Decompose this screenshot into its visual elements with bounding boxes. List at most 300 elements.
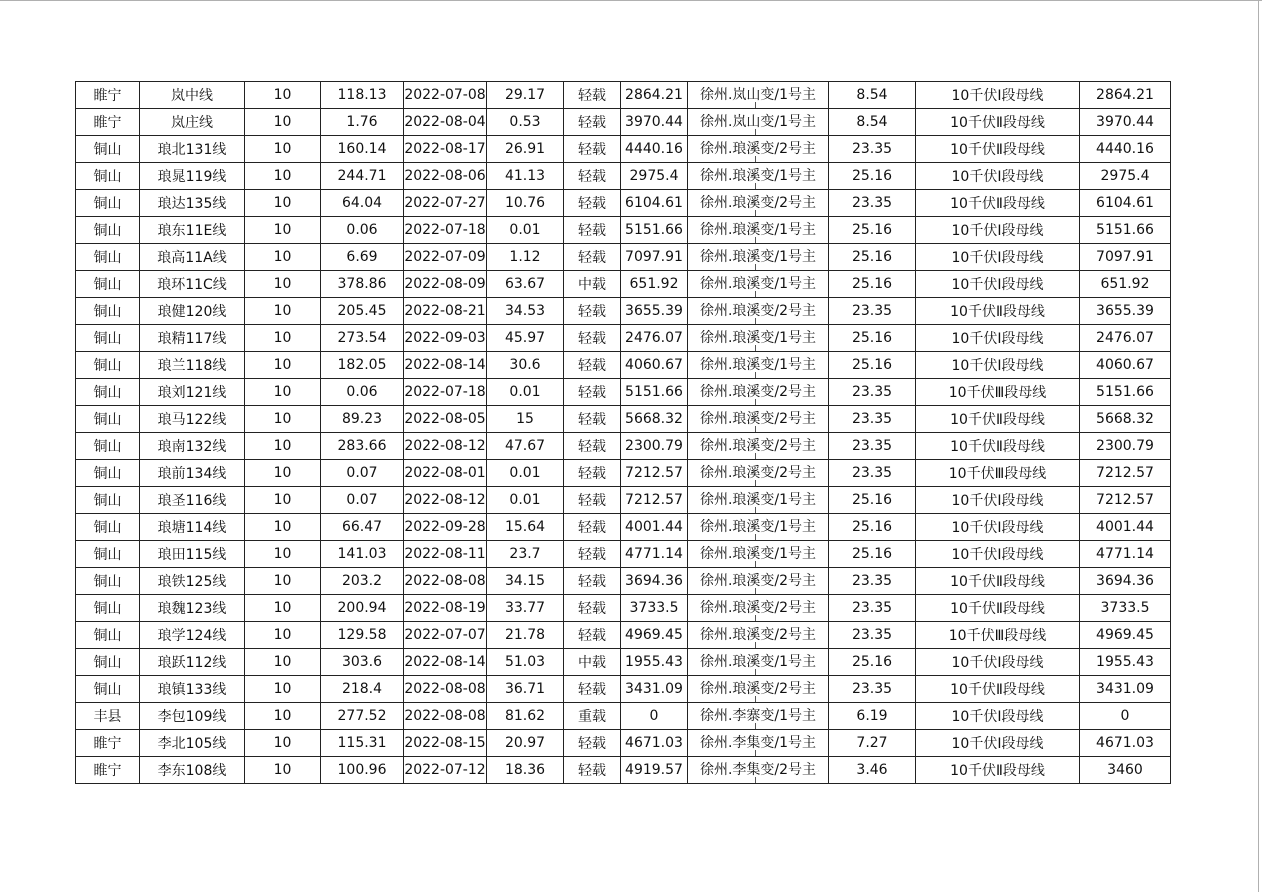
- line-name-cell: 琅精117线: [140, 325, 245, 352]
- bus-section-cell: 10千伏Ⅰ段母线: [916, 541, 1080, 568]
- max-load-cell: 6.69: [321, 244, 404, 271]
- load-rate-cell: 21.78: [487, 622, 564, 649]
- clipped-text-overflow: [688, 345, 828, 351]
- county-cell: 铜山: [76, 136, 140, 163]
- table-row: [76, 298, 1171, 325]
- voltage-cell: 10: [245, 136, 321, 163]
- substation-transformer-text: 徐州.琅溪变/2号主: [699, 465, 817, 481]
- load-status-cell: 轻载: [564, 433, 621, 460]
- load-rate-cell: 0.01: [487, 460, 564, 487]
- line-name-cell: 琅镇133线: [140, 676, 245, 703]
- date-cell: 2022-07-09: [404, 244, 487, 271]
- load-status-cell: 轻载: [564, 352, 621, 379]
- max-load-cell: 66.47: [321, 514, 404, 541]
- available-capacity-cell: 3694.36: [621, 568, 688, 595]
- substation-transformer-cell: [688, 541, 829, 568]
- transformer-load-rate-cell: 23.35: [829, 460, 916, 487]
- line-name-cell: 琅晁119线: [140, 163, 245, 190]
- load-rate-cell: 0.01: [487, 379, 564, 406]
- clipped-text-overflow: [688, 210, 828, 216]
- max-load-cell: 0.07: [321, 460, 404, 487]
- max-load-cell: 118.13: [321, 82, 404, 109]
- date-cell: 2022-08-17: [404, 136, 487, 163]
- load-status-cell: 中载: [564, 271, 621, 298]
- table-row: [76, 109, 1171, 136]
- load-status-cell: 轻载: [564, 163, 621, 190]
- clipped-text-overflow: [688, 669, 828, 675]
- line-name-cell: 琅健120线: [140, 298, 245, 325]
- available-capacity-cell: 2476.07: [621, 325, 688, 352]
- load-status-cell: 轻载: [564, 757, 621, 784]
- substation-transformer-text: 徐州.琅溪变/1号主: [699, 519, 817, 535]
- substation-transformer-text: 徐州.李寨变/1号主: [699, 708, 817, 724]
- capacity-cell: 3733.5: [1080, 595, 1171, 622]
- max-load-cell: 205.45: [321, 298, 404, 325]
- transformer-load-rate-cell: 25.16: [829, 487, 916, 514]
- load-rate-cell: 0.01: [487, 217, 564, 244]
- load-rate-cell: 26.91: [487, 136, 564, 163]
- substation-transformer-text: 徐州.琅溪变/2号主: [699, 303, 817, 319]
- voltage-cell: 10: [245, 217, 321, 244]
- date-cell: 2022-08-21: [404, 298, 487, 325]
- page-right-border: [1258, 0, 1259, 892]
- table-row: [76, 325, 1171, 352]
- line-name-cell: 琅跃112线: [140, 649, 245, 676]
- capacity-cell: 4440.16: [1080, 136, 1171, 163]
- clipped-text-overflow: [688, 453, 828, 459]
- county-cell: 铜山: [76, 541, 140, 568]
- clipped-text-overflow: [688, 237, 828, 243]
- substation-transformer-cell: [688, 406, 829, 433]
- substation-transformer-text: 徐州.琅溪变/2号主: [699, 141, 817, 157]
- clipped-text-overflow: [688, 156, 828, 162]
- voltage-cell: 10: [245, 190, 321, 217]
- load-status-cell: 轻载: [564, 514, 621, 541]
- transformer-load-rate-cell: 23.35: [829, 595, 916, 622]
- voltage-cell: 10: [245, 460, 321, 487]
- date-cell: 2022-08-09: [404, 271, 487, 298]
- bus-section-cell: 10千伏Ⅰ段母线: [916, 703, 1080, 730]
- county-cell: 铜山: [76, 487, 140, 514]
- line-name-cell: 琅东11E线: [140, 217, 245, 244]
- transformer-load-rate-cell: 25.16: [829, 244, 916, 271]
- capacity-cell: 4969.45: [1080, 622, 1171, 649]
- line-name-cell: 李包109线: [140, 703, 245, 730]
- available-capacity-cell: 5151.66: [621, 379, 688, 406]
- clipped-text-overflow: [688, 129, 828, 135]
- voltage-cell: 10: [245, 163, 321, 190]
- voltage-cell: 10: [245, 730, 321, 757]
- clipped-text-overflow: [688, 480, 828, 486]
- load-rate-cell: 47.67: [487, 433, 564, 460]
- substation-transformer-cell: [688, 622, 829, 649]
- max-load-cell: 277.52: [321, 703, 404, 730]
- available-capacity-cell: 0: [621, 703, 688, 730]
- bus-section-cell: 10千伏Ⅰ段母线: [916, 514, 1080, 541]
- county-cell: 铜山: [76, 433, 140, 460]
- substation-transformer-cell: [688, 676, 829, 703]
- feeder-load-table: [75, 81, 1171, 784]
- county-cell: 铜山: [76, 271, 140, 298]
- max-load-cell: 129.58: [321, 622, 404, 649]
- voltage-cell: 10: [245, 757, 321, 784]
- line-name-cell: 琅圣116线: [140, 487, 245, 514]
- county-cell: 铜山: [76, 649, 140, 676]
- load-status-cell: 轻载: [564, 379, 621, 406]
- substation-transformer-cell: [688, 433, 829, 460]
- substation-transformer-cell: [688, 379, 829, 406]
- load-rate-cell: 10.76: [487, 190, 564, 217]
- transformer-load-rate-cell: 23.35: [829, 190, 916, 217]
- table-row: [76, 352, 1171, 379]
- load-status-cell: 轻载: [564, 541, 621, 568]
- county-cell: 铜山: [76, 244, 140, 271]
- county-cell: 铜山: [76, 568, 140, 595]
- bus-section-cell: 10千伏Ⅰ段母线: [916, 217, 1080, 244]
- capacity-cell: 3431.09: [1080, 676, 1171, 703]
- available-capacity-cell: 7097.91: [621, 244, 688, 271]
- substation-transformer-text: 徐州.琅溪变/1号主: [699, 546, 817, 562]
- load-rate-cell: 1.12: [487, 244, 564, 271]
- max-load-cell: 0.06: [321, 217, 404, 244]
- voltage-cell: 10: [245, 514, 321, 541]
- load-rate-cell: 36.71: [487, 676, 564, 703]
- county-cell: 睢宁: [76, 109, 140, 136]
- substation-transformer-text: 徐州.琅溪变/1号主: [699, 168, 817, 184]
- capacity-cell: 2864.21: [1080, 82, 1171, 109]
- load-rate-cell: 30.6: [487, 352, 564, 379]
- transformer-load-rate-cell: 3.46: [829, 757, 916, 784]
- bus-section-cell: 10千伏Ⅰ段母线: [916, 163, 1080, 190]
- date-cell: 2022-08-08: [404, 568, 487, 595]
- load-status-cell: 轻载: [564, 109, 621, 136]
- load-rate-cell: 63.67: [487, 271, 564, 298]
- available-capacity-cell: 4969.45: [621, 622, 688, 649]
- clipped-text-overflow: [688, 183, 828, 189]
- county-cell: 铜山: [76, 217, 140, 244]
- county-cell: 铜山: [76, 379, 140, 406]
- max-load-cell: 115.31: [321, 730, 404, 757]
- clipped-text-overflow: [688, 723, 828, 729]
- capacity-cell: 2975.4: [1080, 163, 1171, 190]
- substation-transformer-text: 徐州.琅溪变/1号主: [699, 654, 817, 670]
- capacity-cell: 7097.91: [1080, 244, 1171, 271]
- table-row: [76, 487, 1171, 514]
- voltage-cell: 10: [245, 676, 321, 703]
- voltage-cell: 10: [245, 271, 321, 298]
- substation-transformer-text: 徐州.琅溪变/2号主: [699, 195, 817, 211]
- county-cell: 铜山: [76, 595, 140, 622]
- capacity-cell: 4771.14: [1080, 541, 1171, 568]
- available-capacity-cell: 6104.61: [621, 190, 688, 217]
- load-status-cell: 轻载: [564, 406, 621, 433]
- county-cell: 睢宁: [76, 757, 140, 784]
- table-row: [76, 622, 1171, 649]
- table-row: [76, 514, 1171, 541]
- substation-transformer-cell: [688, 730, 829, 757]
- load-rate-cell: 18.36: [487, 757, 564, 784]
- substation-transformer-text: 徐州.李集变/2号主: [699, 762, 817, 778]
- table-row: [76, 271, 1171, 298]
- substation-transformer-cell: [688, 352, 829, 379]
- clipped-text-overflow: [688, 588, 828, 594]
- clipped-text-overflow: [688, 318, 828, 324]
- line-name-cell: 琅南132线: [140, 433, 245, 460]
- substation-transformer-text: 徐州.琅溪变/1号主: [699, 276, 817, 292]
- clipped-text-overflow: [688, 696, 828, 702]
- substation-transformer-cell: [688, 271, 829, 298]
- clipped-text-overflow: [688, 399, 828, 405]
- max-load-cell: 273.54: [321, 325, 404, 352]
- available-capacity-cell: 2864.21: [621, 82, 688, 109]
- clipped-text-overflow: [688, 561, 828, 567]
- load-rate-cell: 29.17: [487, 82, 564, 109]
- date-cell: 2022-07-12: [404, 757, 487, 784]
- capacity-cell: 4671.03: [1080, 730, 1171, 757]
- date-cell: 2022-08-11: [404, 541, 487, 568]
- table-row: [76, 163, 1171, 190]
- line-name-cell: 琅兰118线: [140, 352, 245, 379]
- transformer-load-rate-cell: 25.16: [829, 163, 916, 190]
- capacity-cell: 3655.39: [1080, 298, 1171, 325]
- clipped-text-overflow: [688, 750, 828, 756]
- substation-transformer-cell: [688, 568, 829, 595]
- load-rate-cell: 34.53: [487, 298, 564, 325]
- max-load-cell: 0.07: [321, 487, 404, 514]
- max-load-cell: 0.06: [321, 379, 404, 406]
- max-load-cell: 100.96: [321, 757, 404, 784]
- load-rate-cell: 15: [487, 406, 564, 433]
- bus-section-cell: 10千伏Ⅲ段母线: [916, 460, 1080, 487]
- load-rate-cell: 20.97: [487, 730, 564, 757]
- line-name-cell: 琅刘121线: [140, 379, 245, 406]
- available-capacity-cell: 3431.09: [621, 676, 688, 703]
- date-cell: 2022-08-05: [404, 406, 487, 433]
- line-name-cell: 琅马122线: [140, 406, 245, 433]
- voltage-cell: 10: [245, 298, 321, 325]
- available-capacity-cell: 5668.32: [621, 406, 688, 433]
- max-load-cell: 203.2: [321, 568, 404, 595]
- bus-section-cell: 10千伏Ⅱ段母线: [916, 109, 1080, 136]
- table-row: [76, 730, 1171, 757]
- max-load-cell: 303.6: [321, 649, 404, 676]
- load-status-cell: 轻载: [564, 298, 621, 325]
- substation-transformer-cell: [688, 487, 829, 514]
- available-capacity-cell: 7212.57: [621, 487, 688, 514]
- substation-transformer-cell: [688, 325, 829, 352]
- date-cell: 2022-09-28: [404, 514, 487, 541]
- bus-section-cell: 10千伏Ⅱ段母线: [916, 757, 1080, 784]
- substation-transformer-cell: [688, 163, 829, 190]
- capacity-cell: 3460: [1080, 757, 1171, 784]
- load-rate-cell: 15.64: [487, 514, 564, 541]
- bus-section-cell: 10千伏Ⅰ段母线: [916, 352, 1080, 379]
- date-cell: 2022-08-04: [404, 109, 487, 136]
- line-name-cell: 琅塘114线: [140, 514, 245, 541]
- substation-transformer-text: 徐州.琅溪变/2号主: [699, 573, 817, 589]
- substation-transformer-text: 徐州.琅溪变/2号主: [699, 438, 817, 454]
- transformer-load-rate-cell: 23.35: [829, 298, 916, 325]
- voltage-cell: 10: [245, 433, 321, 460]
- substation-transformer-text: 徐州.琅溪变/2号主: [699, 600, 817, 616]
- substation-transformer-text: 徐州.琅溪变/2号主: [699, 411, 817, 427]
- load-status-cell: 轻载: [564, 730, 621, 757]
- max-load-cell: 218.4: [321, 676, 404, 703]
- available-capacity-cell: 4919.57: [621, 757, 688, 784]
- load-rate-cell: 41.13: [487, 163, 564, 190]
- load-status-cell: 轻载: [564, 622, 621, 649]
- table-body: [76, 82, 1171, 784]
- county-cell: 睢宁: [76, 82, 140, 109]
- substation-transformer-text: 徐州.琅溪变/1号主: [699, 249, 817, 265]
- voltage-cell: 10: [245, 487, 321, 514]
- clipped-text-overflow: [688, 426, 828, 432]
- county-cell: 丰县: [76, 703, 140, 730]
- date-cell: 2022-08-08: [404, 703, 487, 730]
- available-capacity-cell: 2975.4: [621, 163, 688, 190]
- table-row: [76, 568, 1171, 595]
- date-cell: 2022-08-01: [404, 460, 487, 487]
- county-cell: 睢宁: [76, 730, 140, 757]
- table-row: [76, 757, 1171, 784]
- transformer-load-rate-cell: 25.16: [829, 325, 916, 352]
- load-rate-cell: 34.15: [487, 568, 564, 595]
- transformer-load-rate-cell: 25.16: [829, 271, 916, 298]
- line-name-cell: 琅学124线: [140, 622, 245, 649]
- date-cell: 2022-08-12: [404, 487, 487, 514]
- line-name-cell: 琅前134线: [140, 460, 245, 487]
- voltage-cell: 10: [245, 325, 321, 352]
- available-capacity-cell: 4771.14: [621, 541, 688, 568]
- transformer-load-rate-cell: 23.35: [829, 433, 916, 460]
- bus-section-cell: 10千伏Ⅱ段母线: [916, 406, 1080, 433]
- line-name-cell: 琅田115线: [140, 541, 245, 568]
- clipped-text-overflow: [688, 534, 828, 540]
- line-name-cell: 李东108线: [140, 757, 245, 784]
- county-cell: 铜山: [76, 676, 140, 703]
- voltage-cell: 10: [245, 109, 321, 136]
- date-cell: 2022-09-03: [404, 325, 487, 352]
- substation-transformer-cell: [688, 82, 829, 109]
- transformer-load-rate-cell: 23.35: [829, 568, 916, 595]
- voltage-cell: 10: [245, 406, 321, 433]
- transformer-load-rate-cell: 25.16: [829, 541, 916, 568]
- substation-transformer-text: 徐州.琅溪变/2号主: [699, 681, 817, 697]
- capacity-cell: 651.92: [1080, 271, 1171, 298]
- bus-section-cell: 10千伏Ⅲ段母线: [916, 622, 1080, 649]
- substation-transformer-cell: [688, 109, 829, 136]
- table-row: [76, 379, 1171, 406]
- load-status-cell: 轻载: [564, 82, 621, 109]
- date-cell: 2022-07-07: [404, 622, 487, 649]
- substation-transformer-cell: [688, 649, 829, 676]
- line-name-cell: 琅环11C线: [140, 271, 245, 298]
- load-status-cell: 中载: [564, 649, 621, 676]
- max-load-cell: 200.94: [321, 595, 404, 622]
- capacity-cell: 5151.66: [1080, 379, 1171, 406]
- table-row: [76, 190, 1171, 217]
- capacity-cell: 2476.07: [1080, 325, 1171, 352]
- load-status-cell: 轻载: [564, 136, 621, 163]
- date-cell: 2022-08-12: [404, 433, 487, 460]
- bus-section-cell: 10千伏Ⅲ段母线: [916, 379, 1080, 406]
- county-cell: 铜山: [76, 514, 140, 541]
- bus-section-cell: 10千伏Ⅰ段母线: [916, 82, 1080, 109]
- date-cell: 2022-08-15: [404, 730, 487, 757]
- date-cell: 2022-08-08: [404, 676, 487, 703]
- max-load-cell: 283.66: [321, 433, 404, 460]
- county-cell: 铜山: [76, 406, 140, 433]
- table-row: [76, 676, 1171, 703]
- max-load-cell: 141.03: [321, 541, 404, 568]
- table-row: [76, 136, 1171, 163]
- substation-transformer-cell: [688, 514, 829, 541]
- max-load-cell: 160.14: [321, 136, 404, 163]
- bus-section-cell: 10千伏Ⅱ段母线: [916, 676, 1080, 703]
- voltage-cell: 10: [245, 649, 321, 676]
- clipped-text-overflow: [688, 102, 828, 108]
- county-cell: 铜山: [76, 460, 140, 487]
- transformer-load-rate-cell: 8.54: [829, 109, 916, 136]
- bus-section-cell: 10千伏Ⅰ段母线: [916, 487, 1080, 514]
- load-rate-cell: 0.01: [487, 487, 564, 514]
- substation-transformer-text: 徐州.琅溪变/1号主: [699, 222, 817, 238]
- table-row: [76, 595, 1171, 622]
- clipped-text-overflow: [688, 615, 828, 621]
- voltage-cell: 10: [245, 595, 321, 622]
- substation-transformer-text: 徐州.岚山变/1号主: [699, 114, 817, 130]
- substation-transformer-cell: [688, 703, 829, 730]
- voltage-cell: 10: [245, 352, 321, 379]
- load-rate-cell: 81.62: [487, 703, 564, 730]
- substation-transformer-cell: [688, 217, 829, 244]
- available-capacity-cell: 4671.03: [621, 730, 688, 757]
- transformer-load-rate-cell: 25.16: [829, 649, 916, 676]
- load-status-cell: 轻载: [564, 217, 621, 244]
- available-capacity-cell: 4440.16: [621, 136, 688, 163]
- voltage-cell: 10: [245, 82, 321, 109]
- max-load-cell: 64.04: [321, 190, 404, 217]
- bus-section-cell: 10千伏Ⅰ段母线: [916, 271, 1080, 298]
- max-load-cell: 182.05: [321, 352, 404, 379]
- load-status-cell: 轻载: [564, 595, 621, 622]
- load-rate-cell: 51.03: [487, 649, 564, 676]
- transformer-load-rate-cell: 25.16: [829, 352, 916, 379]
- transformer-load-rate-cell: 23.35: [829, 676, 916, 703]
- transformer-load-rate-cell: 23.35: [829, 406, 916, 433]
- substation-transformer-text: 徐州.岚山变/1号主: [699, 87, 817, 103]
- table-row: [76, 649, 1171, 676]
- load-status-cell: 轻载: [564, 325, 621, 352]
- available-capacity-cell: 2300.79: [621, 433, 688, 460]
- capacity-cell: 5151.66: [1080, 217, 1171, 244]
- table-row: [76, 82, 1171, 109]
- line-name-cell: 琅高11A线: [140, 244, 245, 271]
- transformer-load-rate-cell: 23.35: [829, 136, 916, 163]
- date-cell: 2022-07-18: [404, 217, 487, 244]
- line-name-cell: 李北105线: [140, 730, 245, 757]
- line-name-cell: 琅达135线: [140, 190, 245, 217]
- substation-transformer-cell: [688, 244, 829, 271]
- bus-section-cell: 10千伏Ⅱ段母线: [916, 298, 1080, 325]
- available-capacity-cell: 1955.43: [621, 649, 688, 676]
- max-load-cell: 1.76: [321, 109, 404, 136]
- bus-section-cell: 10千伏Ⅱ段母线: [916, 136, 1080, 163]
- capacity-cell: 6104.61: [1080, 190, 1171, 217]
- load-status-cell: 轻载: [564, 487, 621, 514]
- bus-section-cell: 10千伏Ⅰ段母线: [916, 244, 1080, 271]
- load-rate-cell: 23.7: [487, 541, 564, 568]
